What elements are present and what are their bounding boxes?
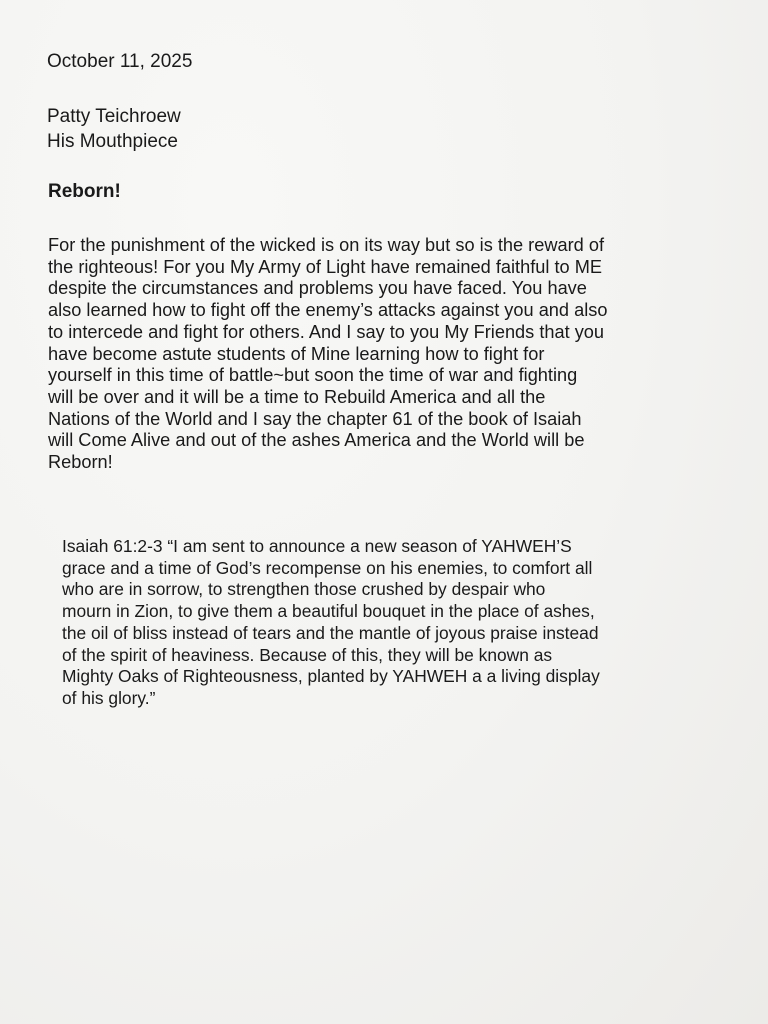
scripture-line: who are in sorrow, to strengthen those crushed by despair who — [62, 579, 546, 600]
scripture-line: Mighty Oaks of Righteousness, planted by YAHWEH a a living display — [62, 666, 600, 687]
body-line: will be over and it will be a time to Rebuild America and all the — [48, 386, 546, 407]
author-name: Patty Teichroew — [47, 106, 181, 127]
body-line: the righteous! For you My Army of Light have remained faithful to ME — [48, 256, 602, 277]
author-role: His Mouthpiece — [47, 131, 178, 152]
scripture-quote — [62, 536, 742, 710]
scripture-line: of the spirit of heaviness. Because of this, they will be known as — [62, 644, 553, 665]
scripture-line: grace and a time of God’s recompense on his enemies, to comfort all — [62, 557, 593, 578]
body-line: Reborn! — [48, 452, 113, 473]
body-line: will Come Alive and out of the ashes America and the World will be — [48, 430, 585, 451]
body-line: For the punishment of the wicked is on its way but so is the reward of — [48, 235, 604, 255]
scripture-line: Isaiah 61:2-3 “I am sent to announce a new season of YAHWEH’S — [62, 536, 572, 556]
body-line: also learned how to fight off the enemy’s attacks against you and also — [48, 300, 608, 321]
letter-body — [48, 235, 733, 474]
author-block — [47, 104, 181, 154]
scripture-line: of his glory.” — [62, 687, 156, 708]
scripture-line: the oil of bliss instead of tears and the mantle of joyous praise instead — [62, 622, 599, 643]
body-line: Nations of the World and I say the chapter 61 of the book of Isaiah — [48, 408, 582, 429]
body-line: have become astute students of Mine learning how to fight for — [48, 343, 545, 364]
letter-title: Reborn! — [48, 181, 121, 202]
body-line: to intercede and fight for others. And I say to you My Friends that you — [48, 321, 605, 342]
body-line: yourself in this time of battle~but soon the time of war and fighting — [48, 365, 578, 386]
scripture-line: mourn in Zion, to give them a beautiful bouquet in the place of ashes, — [62, 601, 595, 622]
letter-date: October 11, 2025 — [47, 51, 193, 72]
body-line: despite the circumstances and problems you have faced. You have — [48, 278, 587, 299]
